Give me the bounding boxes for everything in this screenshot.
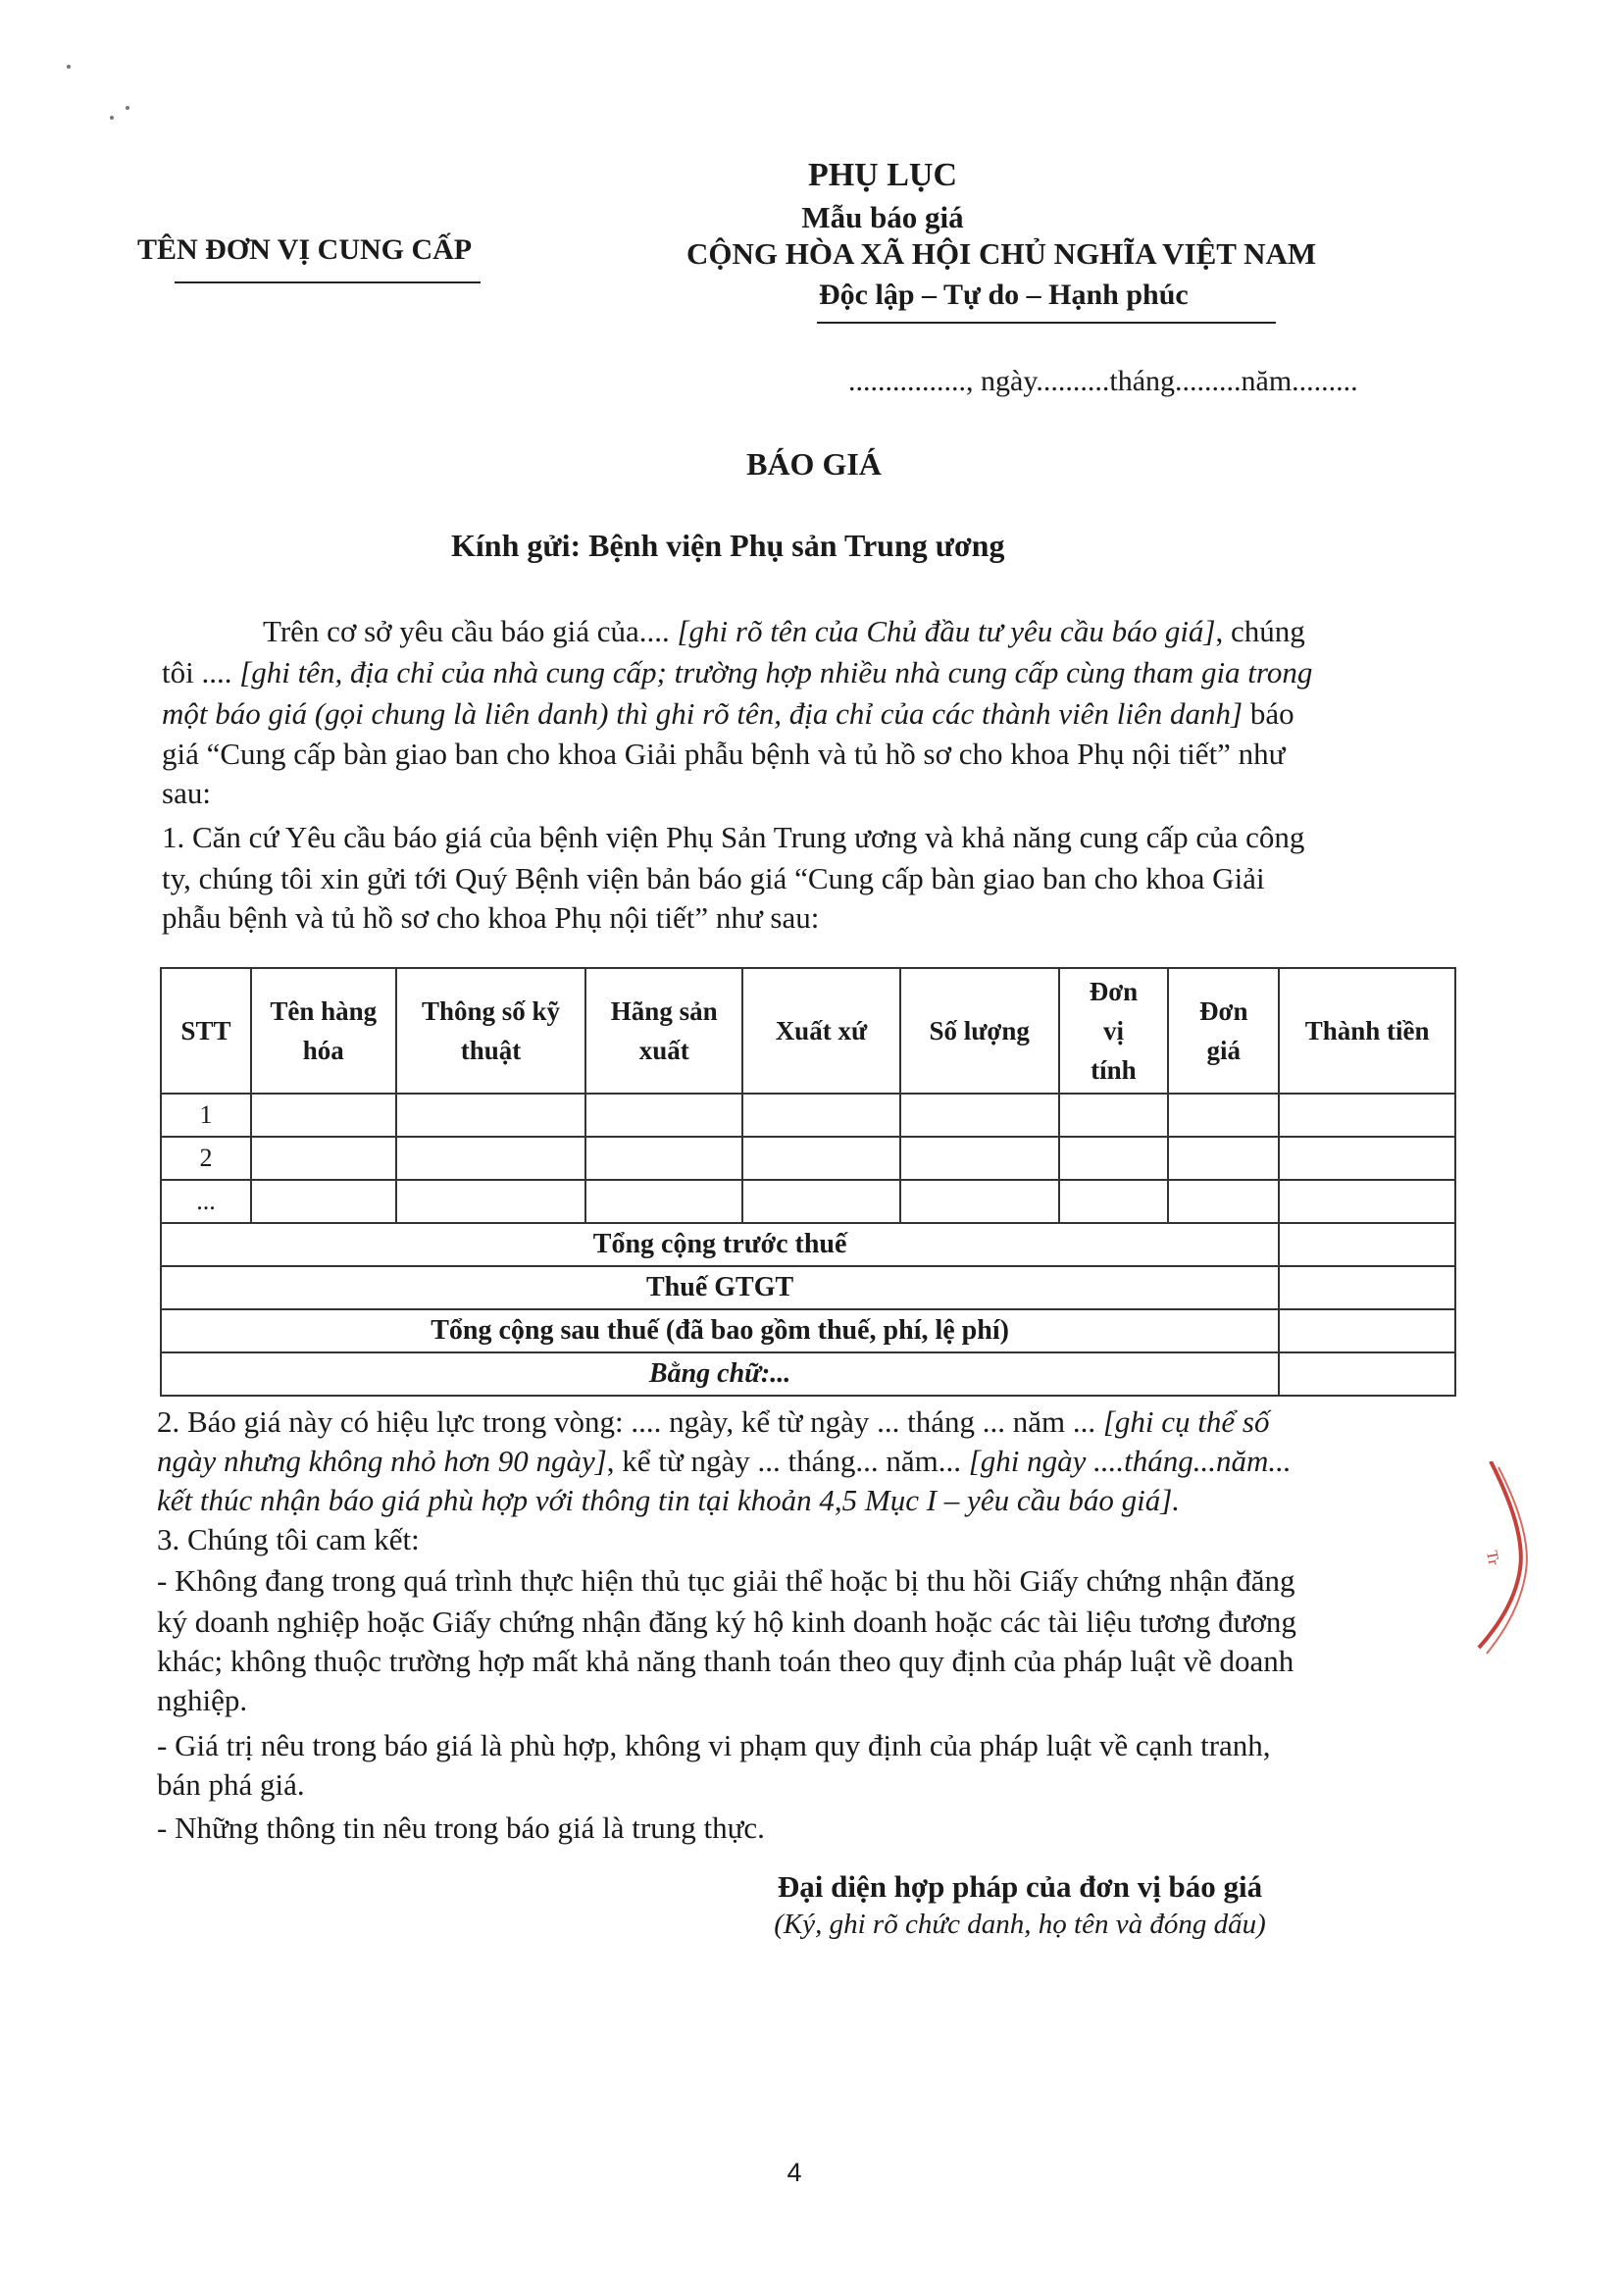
appendix-heading: PHỤ LỤC [807,157,958,193]
header-label: giá [1206,1036,1242,1065]
recipient-line: Kính gửi: Bệnh viện Phụ sản Trung ương [451,528,1005,563]
header-quantity [900,968,1059,1094]
table-header-row [161,968,1455,1094]
quotation-table [160,967,1456,1397]
instruction-text: ngày nhưng không nhỏ hơn 90 ngày] [157,1444,607,1478]
table-row [161,1094,1455,1137]
date-line: ................, ngày..........tháng.........năm......... [848,365,1358,397]
scan-speck [110,116,114,120]
scan-speck [67,65,71,69]
instruction-text: [ghi tên, địa chỉ của nhà cung cấp; trường hợp nhiều nhà cung cấp cùng tham gia trong [239,655,1313,689]
empty-cell [396,1094,586,1137]
header-label: Tên hàng [270,996,378,1026]
text-span: , chúng [1215,614,1305,648]
summary-label-in-words: Bằng chữ:... [161,1352,1279,1396]
empty-cell [742,1137,900,1180]
underline [817,322,1276,324]
empty-cell [900,1137,1059,1180]
header-stt [161,968,251,1094]
table-row [161,1137,1455,1180]
header-label: vị [1102,1016,1124,1045]
national-motto: Độc lập – Tự do – Hạnh phúc [819,279,1189,311]
row-number: 1 [161,1094,251,1137]
empty-cell [742,1180,900,1223]
empty-cell [1279,1094,1455,1137]
text-span: , kể từ ngày ... tháng... năm... [606,1444,969,1478]
empty-cell [1168,1137,1279,1180]
commitment-line: nghiệp. [157,1683,248,1717]
header-label: Đơn [1199,996,1248,1026]
empty-cell [585,1094,742,1137]
table-row [161,1180,1455,1223]
empty-cell [251,1094,396,1137]
header-label: Thông số kỹ [421,996,561,1026]
summary-label-after-tax: Tổng cộng sau thuế (đã bao gồm thuế, phí, lệ phí) [161,1309,1279,1352]
document-title: BÁO GIÁ [746,446,882,482]
empty-cell [585,1180,742,1223]
text-span: tôi .... [162,655,240,689]
empty-cell [1279,1266,1455,1309]
empty-cell [1279,1352,1455,1396]
underline [175,281,481,283]
section1-line: 1. Căn cứ Yêu cầu báo giá của bệnh viện Phụ Sản Trung ương và khả năng cung cấp của công [162,820,1305,854]
section2-line [157,1444,1292,1479]
commitment-line: ký doanh nghiệp hoặc Giấy chứng nhận đăng ký hộ kinh doanh hoặc các tài liệu tương đương [157,1605,1296,1639]
empty-cell [1279,1180,1455,1223]
header-unit [1059,968,1169,1094]
text-span: 2. Báo giá này có hiệu lực trong vòng: .... ngày, kể từ ngày ... tháng ... năm ... [157,1404,1103,1439]
header-origin [742,968,900,1094]
header-label: STT [180,1016,231,1045]
section2-line: kết thúc nhận báo giá phù hợp với thông tin tại khoản 4,5 Mục I – yêu cầu báo giá]. [157,1483,1181,1517]
commitment-line: khác; không thuộc trường hợp mất khả năng thanh toán theo quy định của pháp luật về doanh [157,1644,1294,1678]
header-item-name [251,968,396,1094]
row-number: ... [161,1180,251,1223]
empty-cell [1279,1137,1455,1180]
signature-note: (Ký, ghi rõ chức danh, họ tên và đóng dấu) [774,1909,1266,1940]
empty-cell [251,1137,396,1180]
section1-line: phẫu bệnh và tủ hồ sơ cho khoa Phụ nội tiết” như sau: [162,900,820,935]
national-title: CỘNG HÒA XÃ HỘI CHỦ NGHĨA VIỆT NAM [686,236,1317,271]
empty-cell [1059,1094,1169,1137]
row-number: 2 [161,1137,251,1180]
instruction-text: [ghi cụ thể số [1102,1404,1270,1439]
commitment-line: bán phá giá. [157,1767,305,1802]
header-label: Xuất xứ [775,1016,868,1045]
commitment-line: - Giá trị nêu trong báo giá là phù hợp, không vi phạm quy định của pháp luật về cạnh tranh, [157,1728,1271,1762]
summary-row [161,1352,1455,1396]
summary-row [161,1266,1455,1309]
intro-paragraph-line [162,655,1312,690]
header-label: Số lượng [929,1016,1030,1045]
section2-line [157,1404,1269,1440]
commitment-line: - Không đang trong quá trình thực hiện thủ tục giải thể hoặc bị thu hồi Giấy chứng nhận đăng [157,1563,1295,1598]
signature-title: Đại diện hợp pháp của đơn vị báo giá [777,1869,1263,1904]
summary-label-before-tax: Tổng cộng trước thuế [161,1223,1279,1266]
empty-cell [396,1137,586,1180]
summary-row [161,1309,1455,1352]
header-label: thuật [460,1036,522,1065]
header-label: tính [1091,1055,1137,1085]
empty-cell [900,1094,1059,1137]
header-label: Đơn [1089,977,1139,1006]
header-label: Hãng sản [610,996,718,1026]
page-number: 4 [787,2158,802,2187]
empty-cell [900,1180,1059,1223]
header-manufacturer [585,968,742,1094]
empty-cell [1279,1309,1455,1352]
empty-cell [742,1094,900,1137]
empty-cell [1059,1180,1169,1223]
intro-paragraph-line: giá “Cung cấp bàn giao ban cho khoa Giải phẫu bệnh và tủ hồ sơ cho khoa Phụ nội tiết” như [162,737,1286,771]
instruction-text: một báo giá (gọi chung là liên danh) thì ghi rõ tên, địa chỉ của các thành viên liên danh] [162,696,1243,731]
empty-cell [396,1180,586,1223]
form-title: Mẫu báo giá [801,200,964,234]
intro-paragraph-line [162,696,1294,732]
section3-title: 3. Chúng tôi cam kết: [157,1522,420,1556]
instruction-text: [ghi ngày ....tháng...năm... [968,1444,1292,1478]
header-total [1279,968,1455,1094]
empty-cell [585,1137,742,1180]
supplier-name-placeholder: TÊN ĐƠN VỊ CUNG CẤP [137,233,473,266]
header-specs [396,968,586,1094]
svg-text:Tr: Tr [1483,1549,1502,1567]
text-span: báo [1243,696,1294,731]
summary-row [161,1223,1455,1266]
intro-paragraph-line [263,614,1305,649]
empty-cell [1279,1223,1455,1266]
section1-line: ty, chúng tôi xin gửi tới Quý Bệnh viện bản báo giá “Cung cấp bàn giao ban cho khoa Giải [162,861,1265,895]
empty-cell [1168,1180,1279,1223]
empty-cell [251,1180,396,1223]
empty-cell [1168,1094,1279,1137]
commitment-line: - Những thông tin nêu trong báo giá là trung thực. [157,1810,765,1845]
header-label: hóa [302,1036,344,1065]
stamp-fragment [1469,1461,1538,1657]
empty-cell [1059,1137,1169,1180]
header-label: xuất [638,1036,689,1065]
instruction-text: [ghi rõ tên của Chủ đầu tư yêu cầu báo giá] [677,614,1216,648]
text-span: Trên cơ sở yêu cầu báo giá của.... [263,614,678,648]
scan-speck [126,106,129,110]
summary-label-vat: Thuế GTGT [161,1266,1279,1309]
intro-paragraph-line: sau: [162,776,211,810]
header-label: Thành tiền [1304,1016,1430,1045]
header-unit-price [1168,968,1279,1094]
